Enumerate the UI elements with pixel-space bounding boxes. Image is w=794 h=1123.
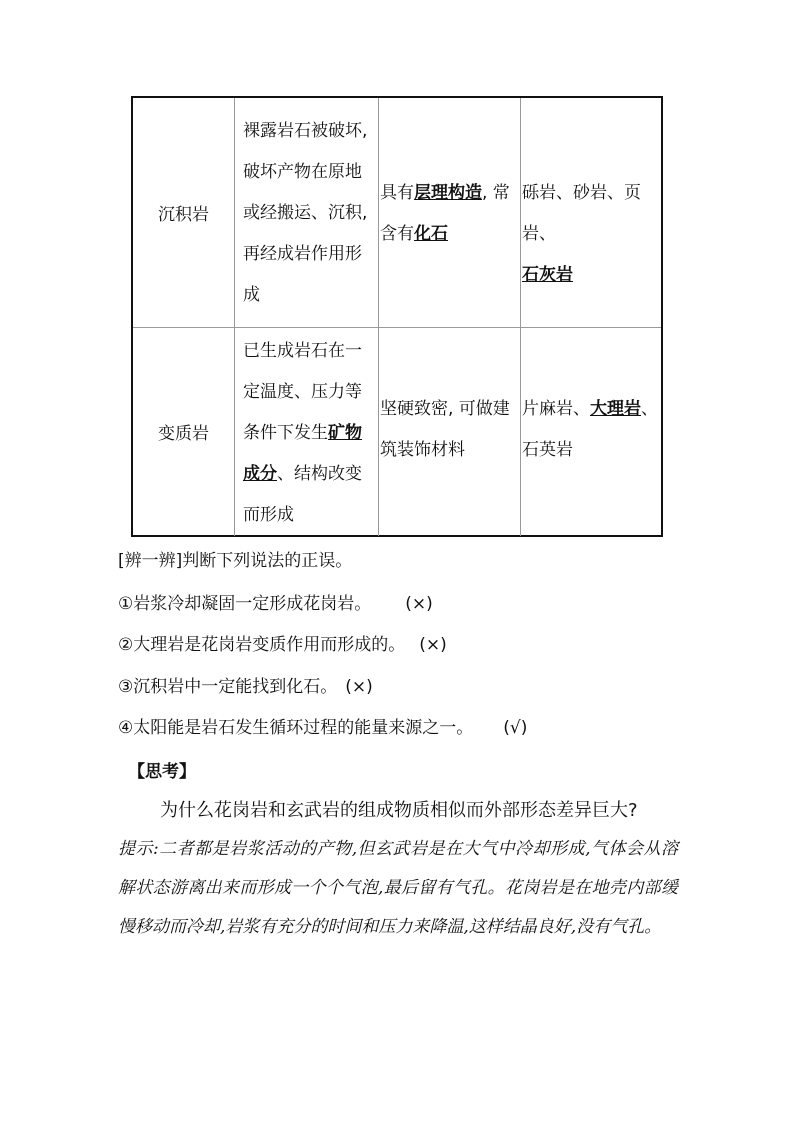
judge-item [118,630,447,655]
formation-text [243,331,376,536]
text-line [380,214,520,255]
rock-type-name: 沉积岩 [158,205,209,225]
text-span: 条件下发生 [243,423,328,443]
table-row [133,98,661,328]
judge-title: [辨一辨]判断下列说法的正误。 [118,551,353,571]
text-span: 、 [641,399,658,419]
key-term: 成分 [243,464,277,484]
examples-text [522,173,661,296]
feature-cell [379,98,521,327]
key-term: 层理构造 [414,183,482,203]
judge-answer: (×) [419,635,447,655]
judge-answer: (×) [405,594,433,614]
examples-cell [521,327,661,536]
text-line [243,413,376,454]
judge-answer: (√) [503,718,528,738]
rock-type-name: 变质岩 [158,424,209,444]
judge-statement: ③沉积岩中一定能找到化石。 [118,677,338,697]
text-line: 裸露岩石被破坏, [243,121,368,141]
judge-statement: ④太阳能是岩石发生循环过程的能量来源之一。 [118,718,474,738]
rock-type-cell [133,98,235,327]
judge-item [118,589,433,614]
text-line [522,255,661,296]
feature-text [380,389,520,471]
text-line: 已生成岩石在一 [243,341,362,361]
text-line: 而形成 [243,505,294,525]
text-line: 成 [243,285,260,305]
think-label: 【思考】 [128,762,196,782]
text-line: 再经成岩作用形 [243,244,362,264]
text-span: 含有 [380,224,414,244]
key-term: 矿物 [328,423,362,443]
judge-item [118,713,527,738]
judge-item [118,672,373,697]
think-hint: 提示:二者都是岩浆活动的产物,但玄武岩是在大气中冷却形成,气体会从溶解状态游离出来而形成一个个气泡,最后留有气孔。花岗岩是在地壳内部缓慢移动而冷却,岩浆有充分的时间和压力来降温,这样结晶良好,没有气孔。 [118,839,678,937]
judge-statement: ①岩浆冷却凝固一定形成花岗岩。 [118,594,372,614]
text-span: , 常 [482,183,510,203]
text-line: 筑装饰材料 [380,440,465,460]
formation-text [243,111,376,316]
key-term: 大理岩 [590,399,641,419]
text-line [380,173,520,214]
text-span: 、结构改变 [277,464,362,484]
text-span: 片麻岩、 [522,399,590,419]
text-line: 或经搬运、沉积, [243,203,368,223]
text-line [522,389,661,430]
text-line [243,454,376,495]
rock-type-table [131,96,663,537]
judge-answer: (×) [345,677,373,697]
text-line: 坚硬致密, 可做建 [380,399,510,419]
feature-cell [379,327,521,536]
examples-text [522,389,661,471]
text-line: 砾岩、砂岩、页岩、 [522,183,641,244]
key-term: 化石 [414,224,448,244]
rock-type-cell [133,327,235,536]
judge-statement: ②大理岩是花岗岩变质作用而形成的。 [118,635,406,655]
key-term: 石灰岩 [522,265,573,285]
table-row [133,327,661,536]
think-question: 为什么花岗岩和玄武岩的组成物质相似而外部形态差异巨大? [160,800,638,821]
text-span: 具有 [380,183,414,203]
formation-cell [235,327,379,536]
examples-cell [521,98,661,327]
text-line: 定温度、压力等 [243,382,362,402]
text-line: 石英岩 [522,440,573,460]
formation-cell [235,98,379,327]
feature-text [380,173,520,255]
text-line: 破坏产物在原地 [243,162,362,182]
